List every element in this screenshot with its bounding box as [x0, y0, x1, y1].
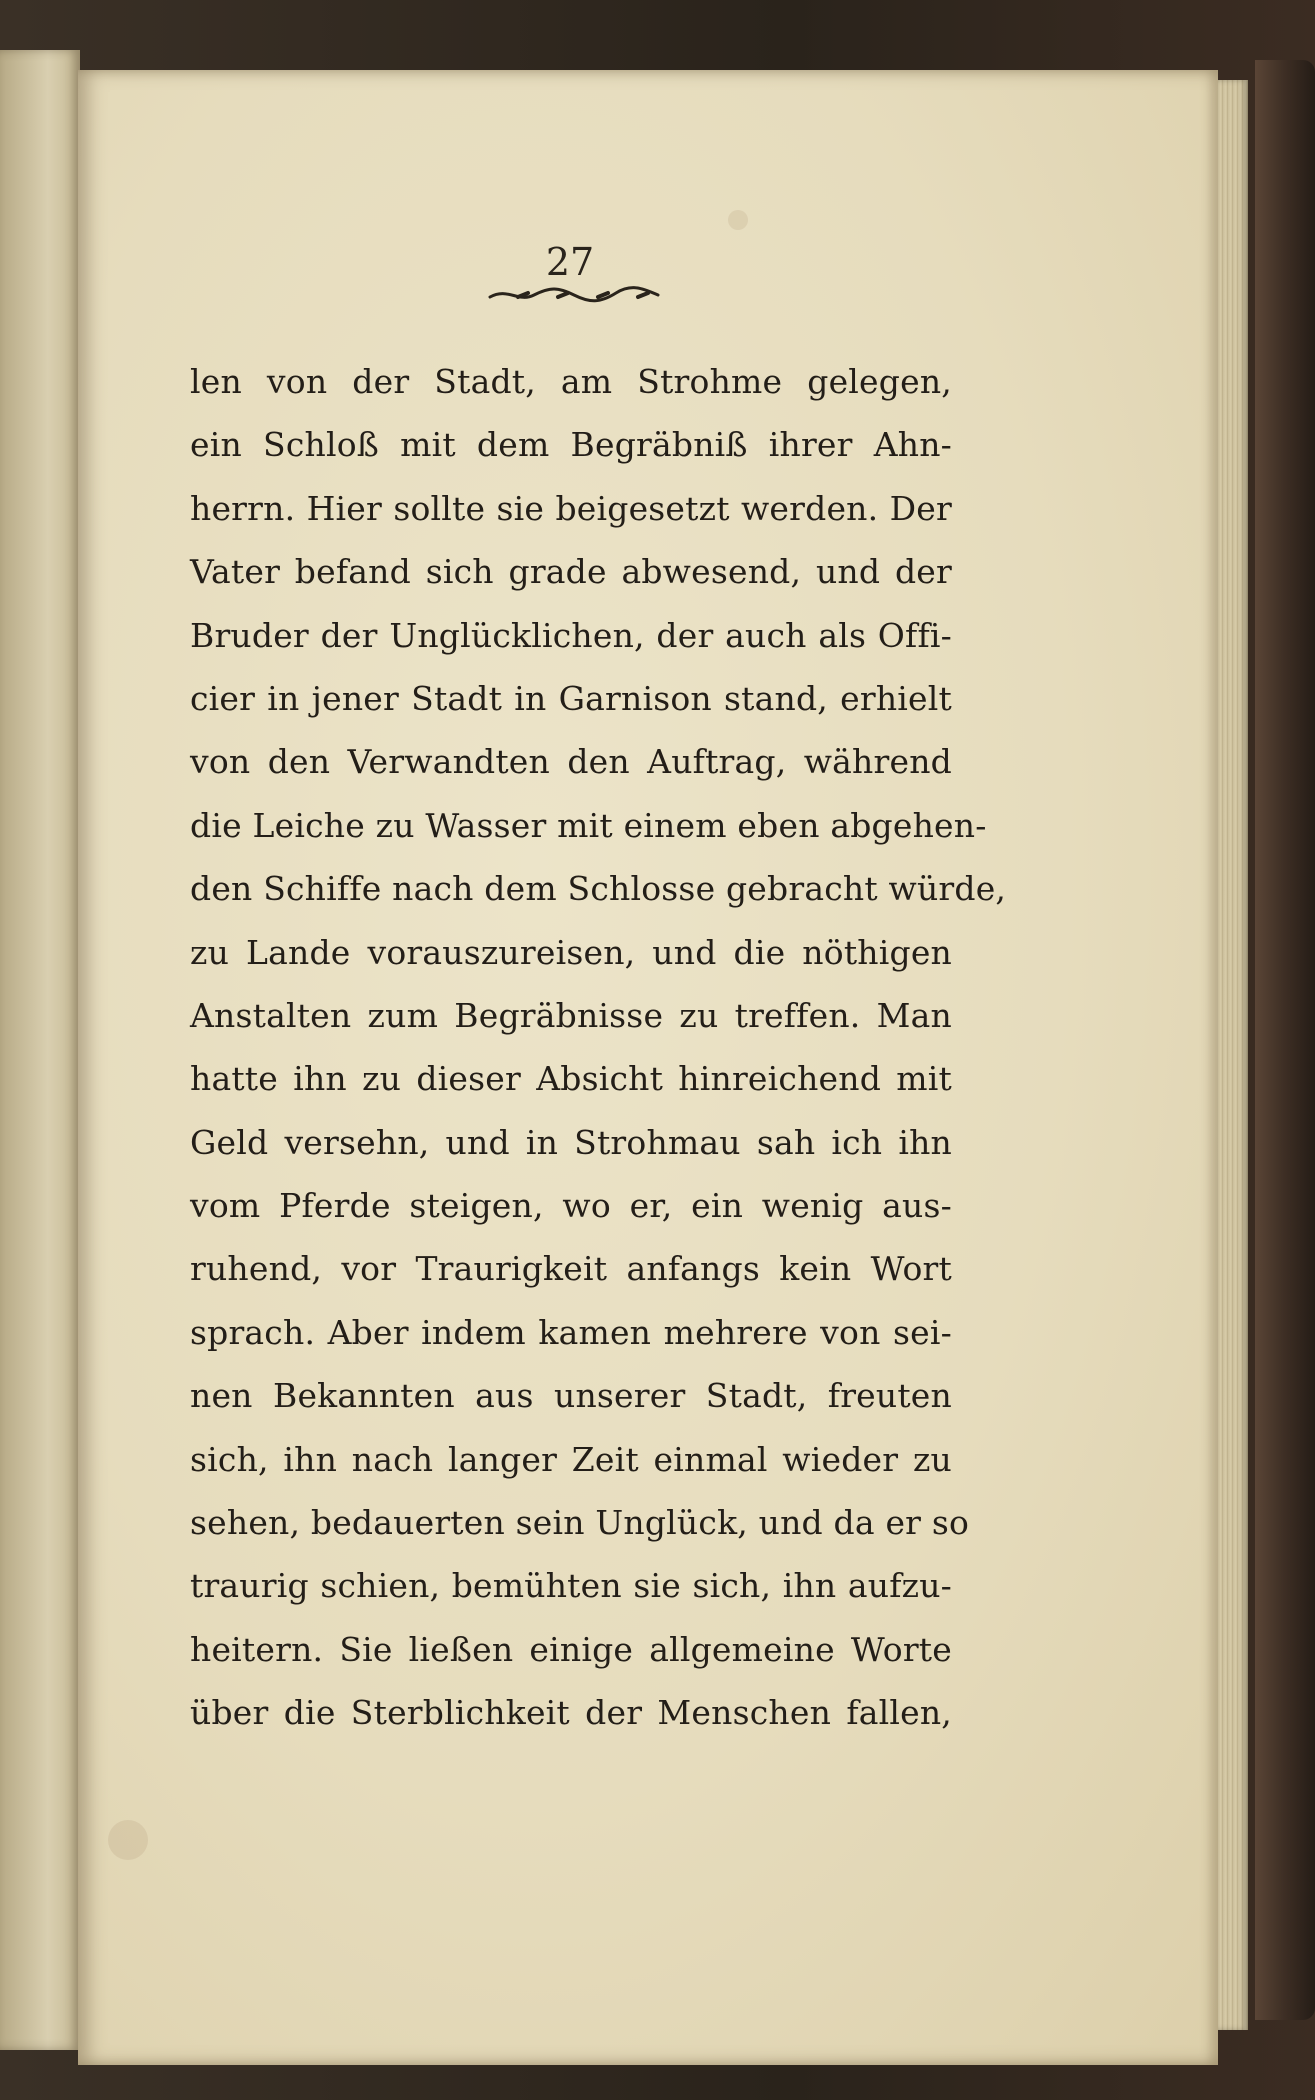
- text-line: den Schiffe nach dem Schlosse gebracht würde,: [190, 869, 1007, 909]
- book-cover-edge: [1255, 60, 1315, 2020]
- text-line: sich, ihn nach langer Zeit einmal wieder zu: [190, 1439, 952, 1479]
- page-number: 27: [545, 240, 595, 284]
- text-line: die Leiche zu Wasser mit einem eben abgehen-: [190, 805, 987, 845]
- text-line: ein Schloß mit dem Begräbniß ihrer Ahn-: [190, 425, 952, 465]
- text-line: über die Sterblichkeit der Menschen fallen,: [190, 1693, 952, 1733]
- swash-rule-icon: [488, 285, 660, 305]
- text-line: von den Verwandten den Auftrag, während: [190, 742, 952, 782]
- text-line: heitern. Sie ließen einige allgemeine Worte: [190, 1629, 952, 1669]
- text-line: len von der Stadt, am Strohme gelegen,: [190, 362, 952, 401]
- text-line: herrn. Hier sollte sie beigesetzt werden. Der: [190, 488, 952, 528]
- text-line: sehen, bedauerten sein Unglück, und da er so: [190, 1503, 970, 1543]
- facing-page-edge: [0, 50, 80, 2050]
- page-stack-edge: [1218, 80, 1248, 2030]
- paper-stain: [728, 210, 748, 230]
- body-text: [190, 350, 1007, 1745]
- text-line: vom Pferde steigen, wo er, ein wenig aus-: [190, 1186, 952, 1226]
- text-line: zu Lande vorauszureisen, und die nöthigen: [190, 932, 952, 972]
- text-line: Geld versehn, und in Strohmau sah ich ihn: [190, 1122, 952, 1162]
- text-line: nen Bekannten aus unserer Stadt, freuten: [190, 1376, 952, 1416]
- text-line: ruhend, vor Traurigkeit anfangs kein Wort: [190, 1249, 952, 1289]
- text-line: Vater befand sich grade abwesend, und der: [190, 552, 952, 592]
- text-line: cier in jener Stadt in Garnison stand, erhielt: [190, 678, 952, 718]
- text-line: Bruder der Unglücklichen, der auch als Offi-: [190, 615, 952, 655]
- text-line: traurig schien, bemühten sie sich, ihn aufzu-: [190, 1566, 952, 1606]
- paper-stain: [108, 1820, 148, 1860]
- text-line: sprach. Aber indem kamen mehrere von sei-: [190, 1312, 952, 1352]
- text-line: Anstalten zum Begräbnisse zu treffen. Man: [190, 995, 952, 1035]
- text-line: hatte ihn zu dieser Absicht hinreichend mit: [190, 1059, 952, 1099]
